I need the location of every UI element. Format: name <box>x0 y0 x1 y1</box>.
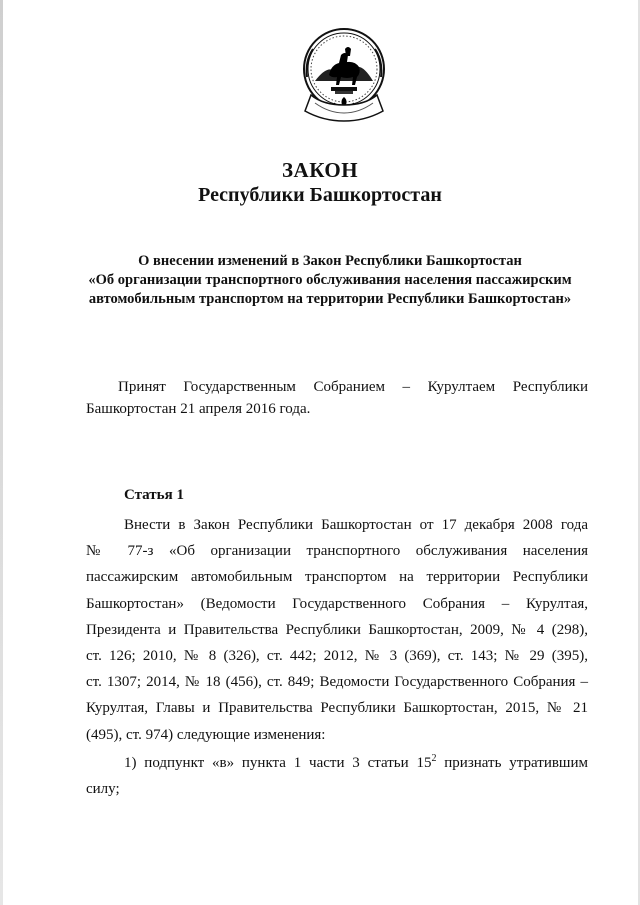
body-line: пассажирским автомобильным транспортом на территории Республики <box>86 569 588 586</box>
adoption-statement <box>86 376 588 420</box>
article-heading: Статья 1 <box>124 487 184 503</box>
body-line: № 77-з «Об организации транспортного обслуживания населения <box>86 543 588 560</box>
document-type-title: ЗАКОН <box>281 158 359 182</box>
amendment-item-superscript: 2 <box>431 752 437 764</box>
article-body <box>86 512 588 802</box>
subject-line: «Об организации транспортного обслуживания населения пассажирским <box>88 272 572 288</box>
adoption-line: Принят Государственным Собранием – Курултаем Республики <box>118 379 588 395</box>
amendment-item-1 <box>86 750 588 802</box>
body-line: Башкортостан» (Ведомости Государственного Собрания – Курултая, <box>86 595 588 612</box>
body-line: Курултая, Главы и Правительства Республики Башкортостан, 2015, № 21 <box>86 700 588 717</box>
body-line: Внести в Закон Республики Башкортостан от 17 декабря 2008 года <box>124 517 588 533</box>
body-line: ст. 126; 2010, № 8 (326), ст. 442; 2012, № 3 (369), ст. 143; № 29 (395), <box>86 648 588 665</box>
amendment-item-continuation: силу; <box>86 781 120 798</box>
amendment-item-text-end: признать утратившим <box>436 754 588 771</box>
amendment-item-text: 1) подпункт «в» пункта 1 части 3 статьи 15 <box>124 754 432 771</box>
coat-of-arms-icon <box>301 25 387 125</box>
subject-line: О внесении изменений в Закон Республики Башкортостан <box>138 253 522 269</box>
body-line: Президента и Правительства Республики Башкортостан, 2009, № 4 (298), <box>86 621 588 638</box>
body-line: ст. 1307; 2014, № 18 (456), ст. 849; Ведомости Государственного Собрания – <box>86 674 588 691</box>
subject-line: автомобильным транспортом на территории Республики Башкортостан» <box>88 291 572 307</box>
law-subject-heading <box>60 252 600 309</box>
document-issuer-subtitle: Республики Башкортостан <box>198 184 442 206</box>
body-line: (495), ст. 974) следующие изменения: <box>86 726 326 743</box>
adoption-line: Башкортостан 21 апреля 2016 года. <box>86 401 311 417</box>
amendment-item-line <box>86 750 588 776</box>
scan-edge-left <box>0 0 3 905</box>
